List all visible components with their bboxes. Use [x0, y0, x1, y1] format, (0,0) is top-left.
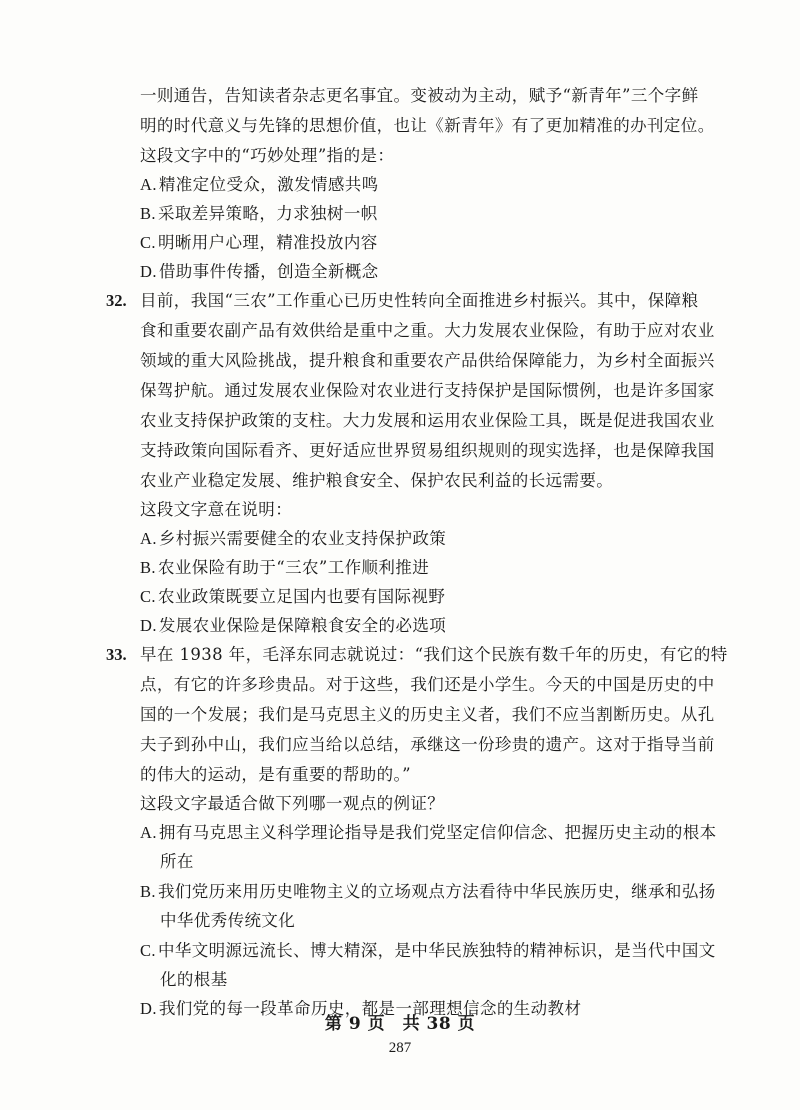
prev-option-c: [140, 232, 378, 254]
prev-passage-line-1: 一则通告，告知读者杂志更名事宜。变被动为主动，赋予“新青年”三个字鲜: [140, 86, 699, 105]
option-letter: A.: [140, 175, 157, 194]
book-page-number: 287: [388, 1040, 412, 1056]
option-letter: C.: [140, 233, 156, 252]
q32-passage-line-5: 农业支持保护政策的支柱。大力发展和运用农业保险工具，既是促进我国农业: [140, 411, 715, 430]
q32-option-d: [140, 615, 446, 637]
q32-passage-line-1: 目前，我国“三农”工作重心已历史性转向全面推进乡村振兴。其中，保障粮: [140, 291, 699, 310]
option-letter: C.: [140, 941, 156, 960]
q32-option-b: [140, 557, 429, 579]
option-text: 乡村振兴需要健全的农业支持保护政策: [158, 529, 447, 548]
option-text: 发展农业保险是保障粮食安全的必选项: [158, 616, 447, 635]
option-letter: A.: [140, 823, 157, 842]
option-text: 拥有马克思主义科学理论指导是我们党坚定信仰信念、把握历史主动的根本: [158, 823, 717, 842]
option-letter: B.: [140, 882, 156, 901]
q33-passage-line-4: 夫子到孙中山，我们应当给以总结，承继这一份珍贵的遗产。这对于指导当前: [140, 735, 715, 754]
q32-option-c: [140, 586, 445, 608]
prev-option-b: [140, 203, 378, 225]
q33-option-a-continuation: 所在: [160, 852, 194, 871]
option-letter: B.: [140, 558, 156, 577]
q32-passage-line-4: 保驾护航。通过发展农业保险对农业进行支持保护是国际惯例，也是许多国家: [140, 381, 715, 400]
option-letter: B.: [140, 204, 156, 223]
q33-option-c-continuation: 化的根基: [160, 970, 228, 989]
option-text: 农业保险有助于“三农”工作顺利推进: [157, 558, 430, 577]
option-text: 我们党的每一段革命历史，都是一部理想信念的生动教材: [158, 999, 582, 1018]
option-letter: D.: [140, 262, 157, 281]
q33-passage-line-1: 早在 1938 年，毛泽东同志就说过：“我们这个民族有数千年的历史，有它的特: [140, 645, 728, 664]
option-text: 农业政策既要立足国内也要有国际视野: [157, 587, 446, 606]
option-letter: A.: [140, 529, 157, 548]
q33-option-a: [140, 822, 717, 844]
option-text: 精准定位受众，激发情感共鸣: [158, 175, 379, 194]
q32-option-a: [140, 528, 446, 550]
option-letter: D.: [140, 616, 157, 635]
prev-option-d: [140, 261, 379, 283]
q33-passage-line-3: 国的一个发展；我们是马克思主义的历史主义者，我们不应当割断历史。从孔: [140, 705, 715, 724]
q33-option-b: [140, 881, 716, 903]
question-33-number: 33.: [106, 645, 127, 664]
q32-passage-line-2: 食和重要农副产品有效供给是重中之重。大力发展农业保险，有助于应对农业: [140, 321, 715, 340]
q32-passage-line-3: 领域的重大风险挑战，提升粮食和重要农产品供给保障能力，为乡村全面振兴: [140, 351, 715, 370]
q33-option-b-continuation: 中华优秀传统文化: [160, 911, 296, 930]
option-text: 中华文明源远流长、博大精深，是中华民族独特的精神标识，是当代中国文: [157, 941, 716, 960]
q32-question-prompt: 这段文字意在说明：: [140, 500, 293, 519]
q33-question-prompt: 这段文字最适合做下列哪一观点的例证？: [140, 794, 445, 813]
prev-passage-line-2: 明的时代意义与先锋的思想价值，也让《新青年》有了更加精准的办刊定位。: [140, 116, 715, 135]
question-32-number: 32.: [106, 291, 127, 310]
q33-passage-line-2: 点，有它的许多珍贵品。对于这些，我们还是小学生。今天的中国是历史的中: [140, 675, 715, 694]
option-text: 我们党历来用历史唯物主义的立场观点方法看待中华民族历史，继承和弘扬: [157, 882, 716, 901]
page-indicator: 第 9 页 共 38 页: [324, 1014, 476, 1034]
q33-option-c: [140, 940, 716, 962]
prev-question-prompt: 这段文字中的“巧妙处理”指的是：: [140, 146, 395, 165]
prev-option-a: [140, 174, 379, 196]
option-letter: C.: [140, 587, 156, 606]
option-letter: D.: [140, 999, 157, 1018]
q32-passage-line-7: 农业产业稳定发展、维护粮食安全、保护农民利益的长远需要。: [140, 471, 614, 490]
q32-passage-line-6: 支持政策向国际看齐、更好适应世界贸易组织规则的现实选择，也是保障我国: [140, 441, 715, 460]
option-text: 采取差异策略，力求独树一帜: [157, 204, 378, 223]
option-text: 借助事件传播，创造全新概念: [158, 262, 379, 281]
q33-passage-line-5: 的伟大的运动，是有重要的帮助的。”: [140, 765, 411, 784]
option-text: 明晰用户心理，精准投放内容: [157, 233, 378, 252]
